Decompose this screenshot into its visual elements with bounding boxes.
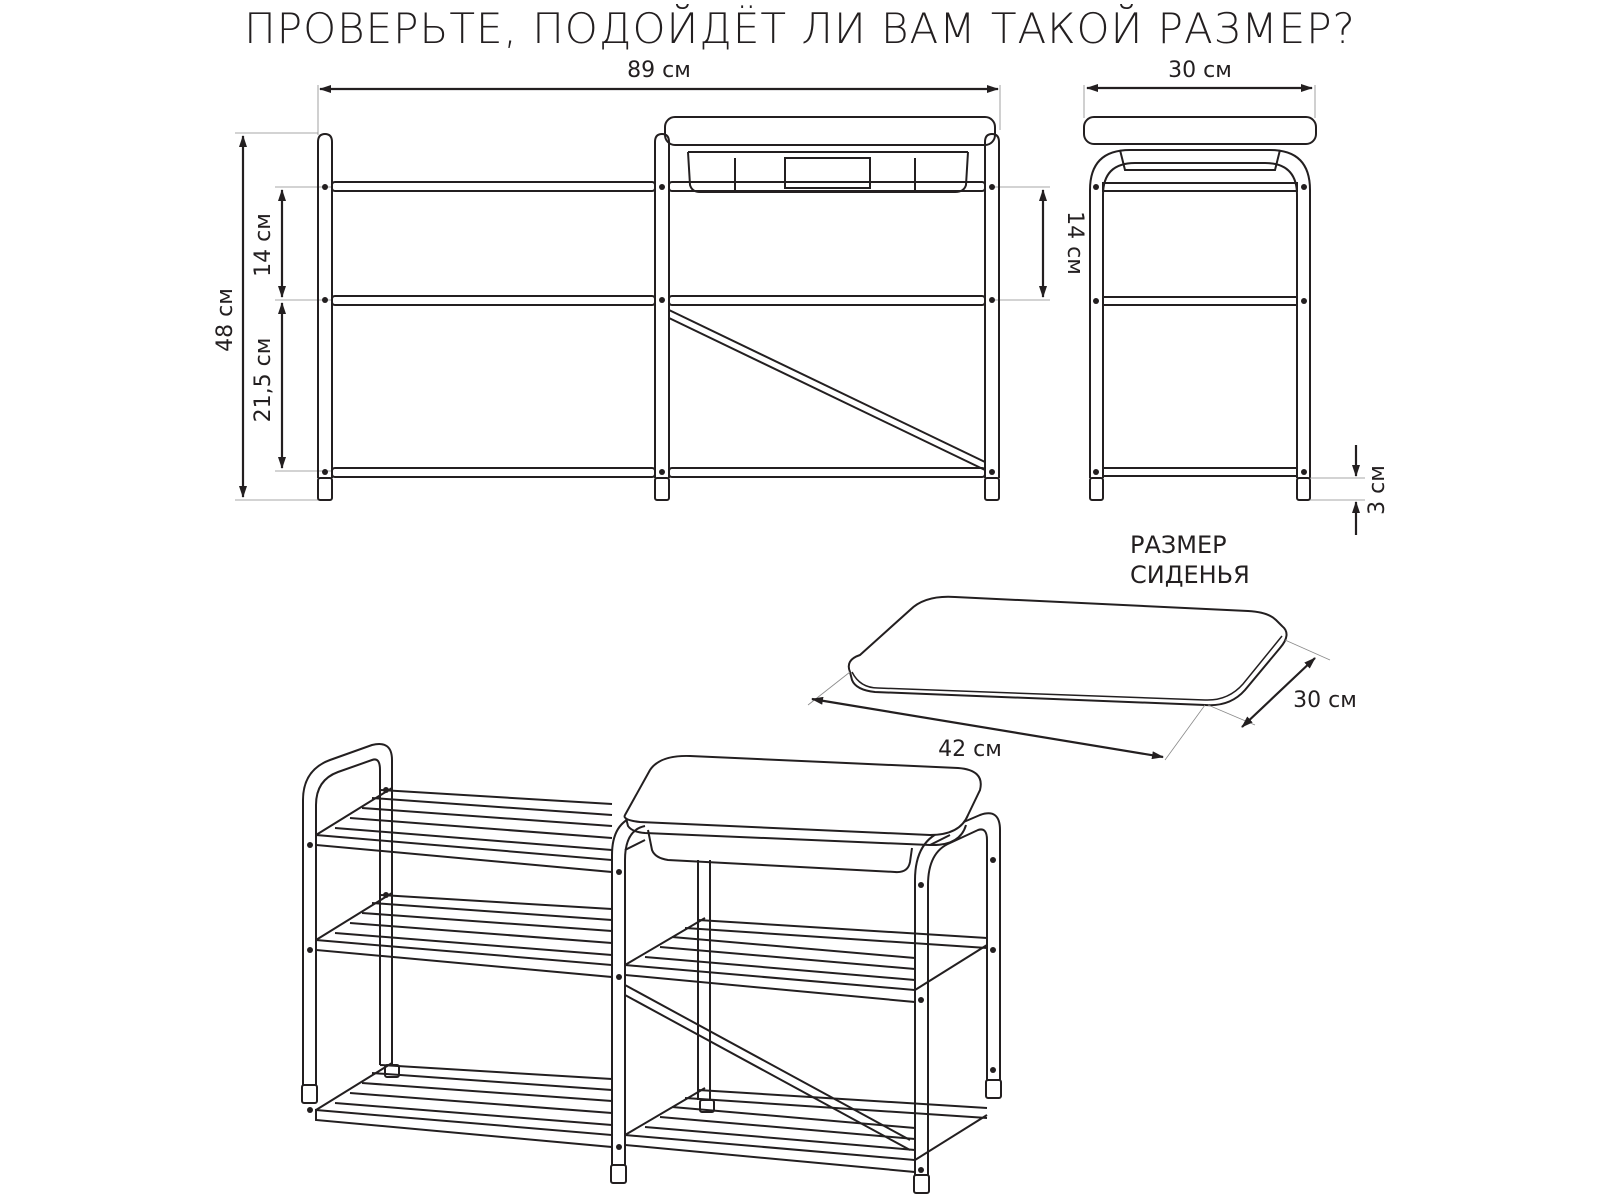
front-view [213,58,1087,500]
page-title: ПРОВЕРЬТЕ, ПОДОЙДЁТ ЛИ ВАМ ТАКОЙ РАЗМЕР? [244,4,1356,53]
seat-length-label: 42 см [938,737,1002,762]
leg-height-label: 3 см [1365,465,1390,515]
seat-caption-line2: СИДЕНЬЯ [1130,561,1250,589]
isometric-view [302,744,1001,1193]
seat-caption [1130,530,1250,590]
lower-gap-label: 21,5 см [251,337,276,423]
depth-label: 30 см [1168,58,1232,83]
total-width-label: 89 см [627,58,691,83]
seat-detail [808,597,1357,762]
right-gap-label: 14 см [1062,211,1087,275]
height-label: 48 см [213,288,238,352]
side-view [1084,58,1390,535]
seat-width-label: 30 см [1293,688,1357,713]
seat-caption-line1: РАЗМЕР [1130,531,1227,559]
upper-gap-label: 14 см [251,213,276,277]
